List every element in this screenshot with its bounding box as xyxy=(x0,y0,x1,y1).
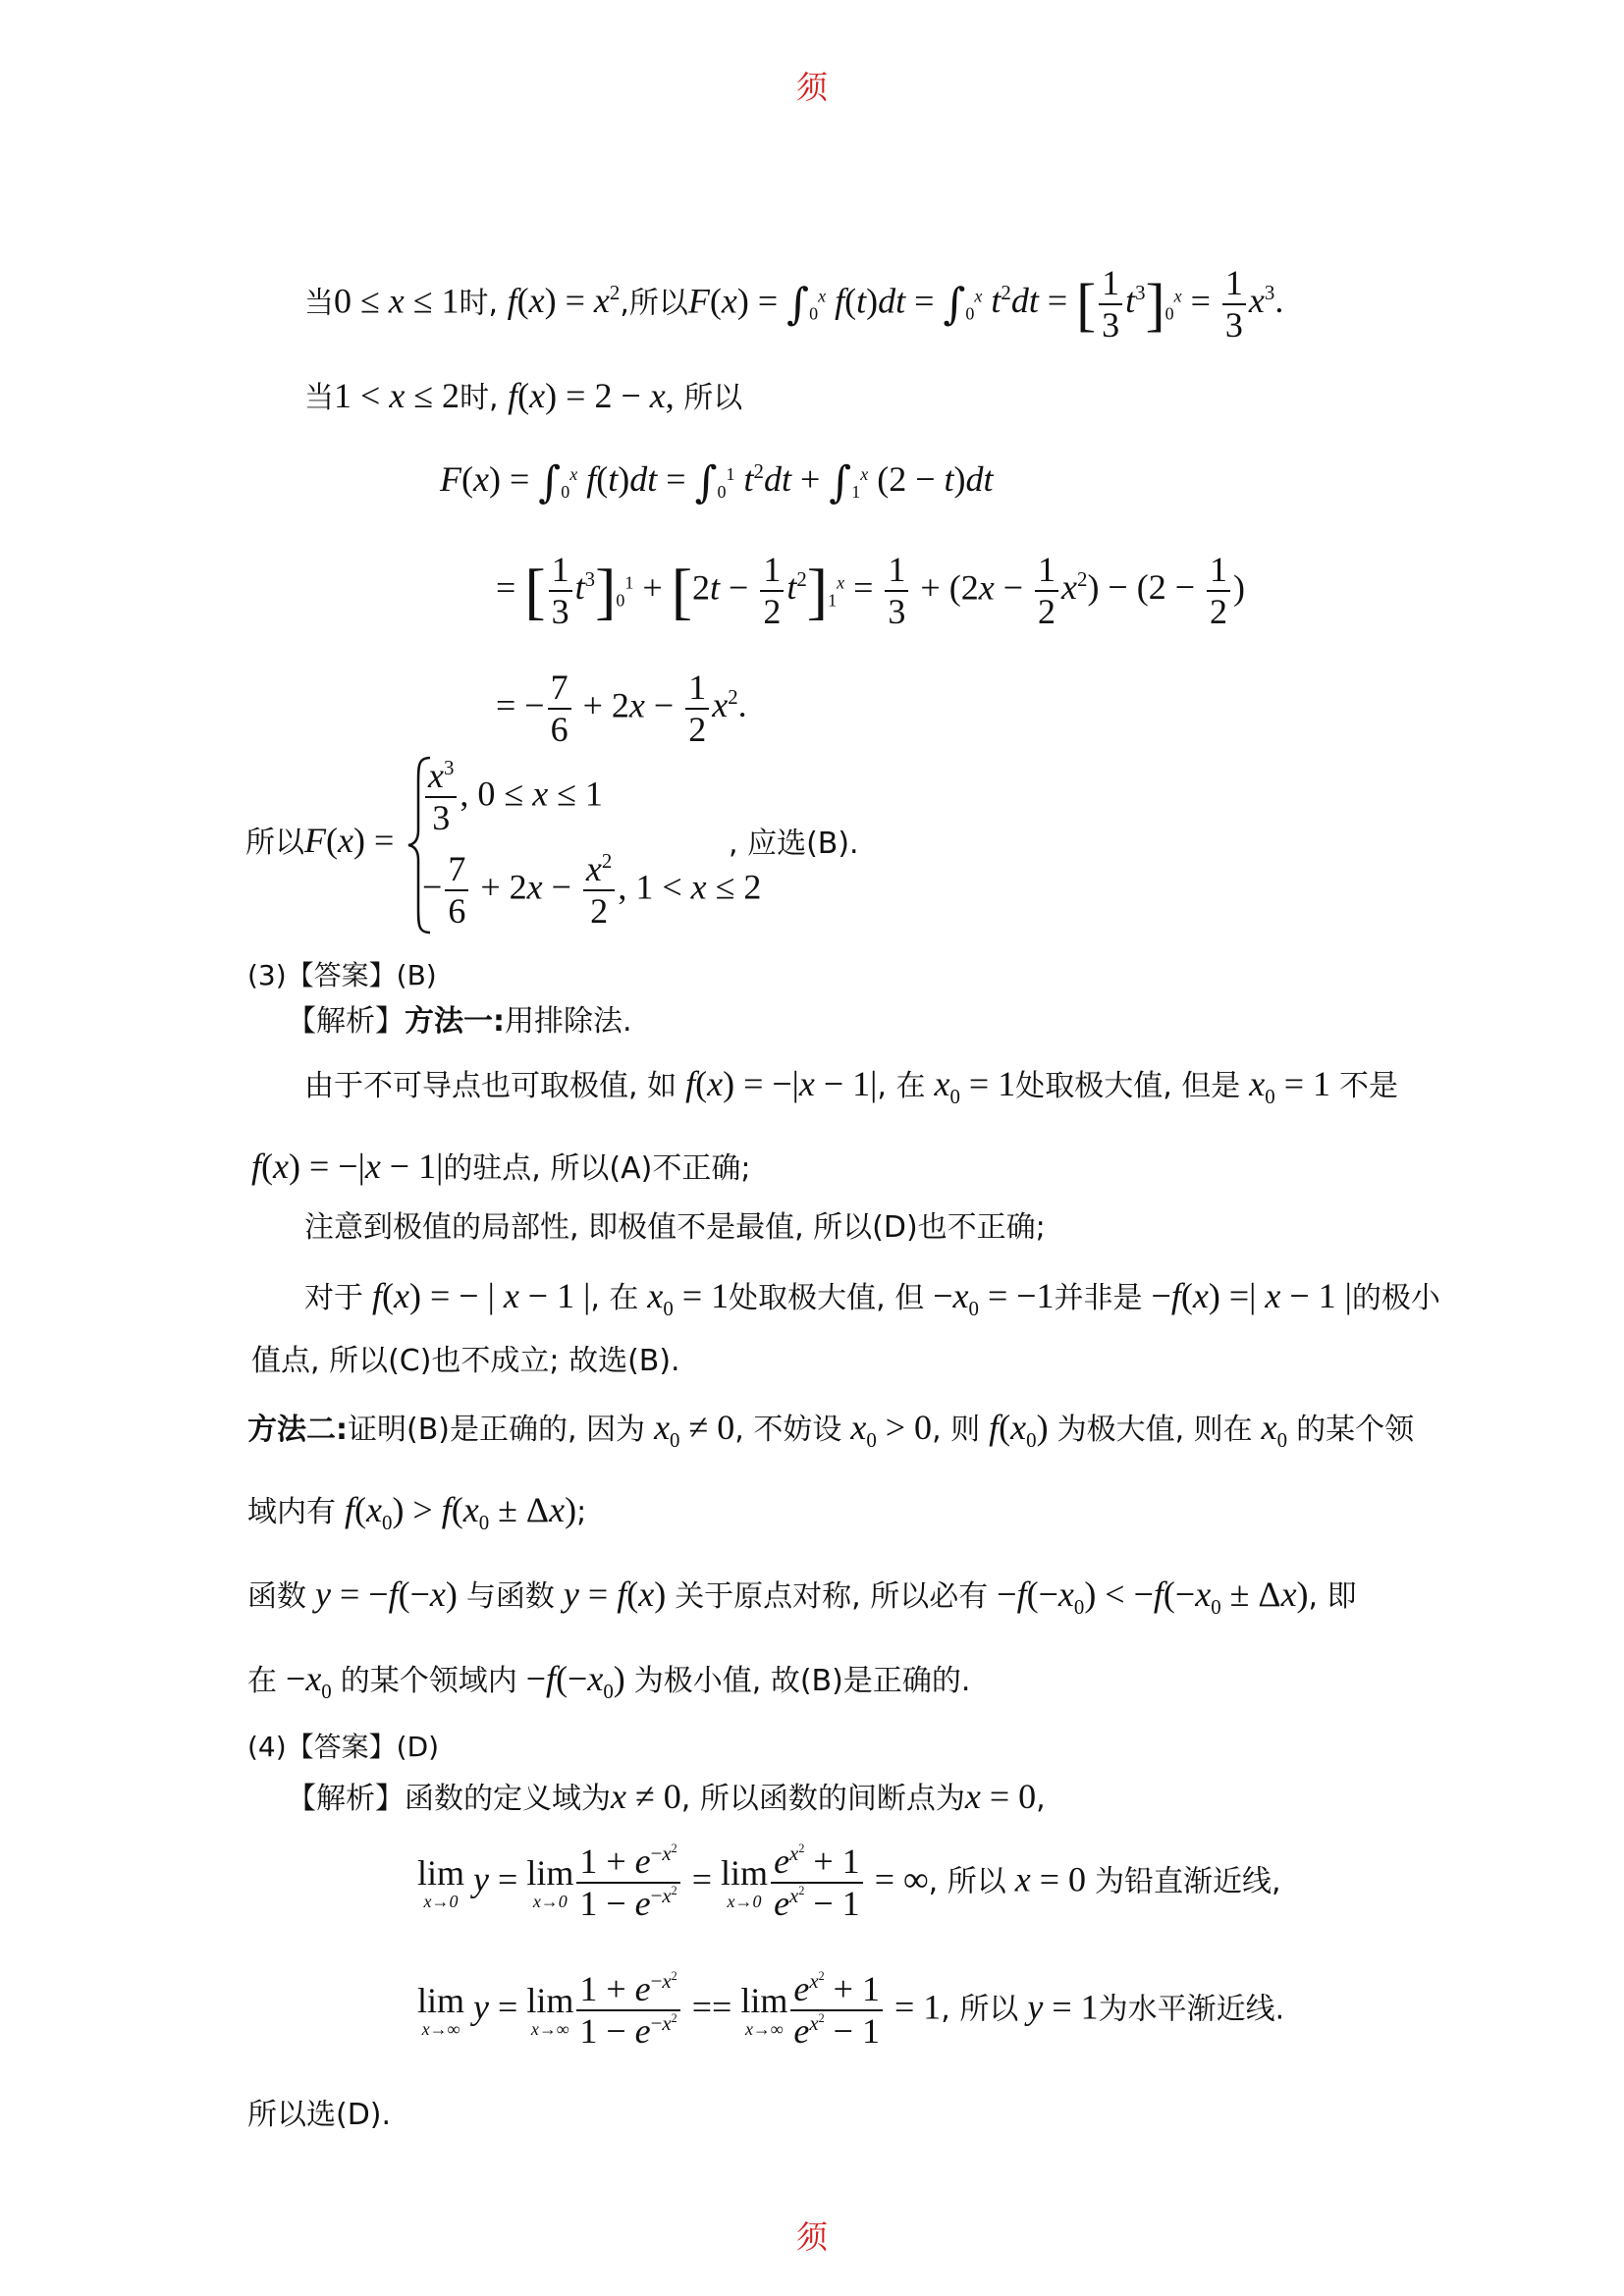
q3-m3b: 与函数 xyxy=(465,1579,555,1614)
q3-method1 xyxy=(287,1004,632,1039)
q3-m4c: 为极小值, 故(B)是正确的. xyxy=(633,1664,971,1698)
q3-m2d: 为极大值, 则在 xyxy=(1056,1413,1253,1447)
conclusion-prefix: 所以 xyxy=(245,826,304,860)
q3-m4: 在 $-x_0$ 的某个领域内 $-f(-x_0)$ 为极小值, 故(B)是正确的. xyxy=(247,1659,971,1704)
q4-label: (4)【答案】(D) xyxy=(247,1731,440,1763)
part2-step3: = − $\frac{7}{6}$ + 2x − $\frac{1}{2}$ $x^2$. xyxy=(496,667,747,750)
q4-a1: 【解析】函数的定义域为x ≠ 0, 所以函数的间断点为x = 0, xyxy=(287,1777,1046,1816)
q3-p4c: 处取极大值, 但 xyxy=(729,1281,925,1315)
q3-method1-text: 用排除法. xyxy=(505,1004,632,1039)
q3-p1b: , 在 xyxy=(877,1069,926,1103)
q3-p3: 注意到极值的局部性, 即极值不是最值, 所以(D)也不正确; xyxy=(304,1210,1046,1245)
q4-a1-text: 函数的定义域为 xyxy=(405,1782,611,1816)
line1-so: 所以 xyxy=(628,286,688,321)
q3-m2c: , 则 xyxy=(932,1413,981,1447)
q3-m2f: 域内有 xyxy=(247,1495,336,1529)
q3-m2-line2: 域内有 $f(x_0) > f(x_0 \pm \Delta x)$; xyxy=(247,1490,587,1535)
q3-p4: 对于 f(x) = − | x − 1 |, 在 $x_0 = 1$处取极大值, 但 $-x_0 = -1$并非是 −f(x) =| x − 1 |的极小 xyxy=(304,1276,1440,1321)
q3-m2g: ; xyxy=(576,1495,587,1529)
q3-m2e: 的某个领 xyxy=(1296,1413,1415,1447)
q3-p4b: , 在 xyxy=(590,1281,639,1315)
piece-2: − $\frac{7}{6}$ + 2x − $\frac{x^2}{2}$ , 1 < x ≤ 2 xyxy=(422,849,762,932)
q3-m3a: 函数 xyxy=(247,1579,306,1614)
line1-prefix: 当 xyxy=(304,286,334,321)
q3-p4d: 并非是 xyxy=(1054,1281,1143,1315)
q3-p1a: 由于不可导点也可取极值, 如 xyxy=(304,1069,677,1103)
q3-method1-title: 方法一: xyxy=(405,1004,505,1039)
q3-p1: 由于不可导点也可取极值, 如 f(x) = −|x − 1|, 在 $x_0 = 1$处取极大值, 但是 $x_0 = 1$ 不是 xyxy=(304,1064,1399,1109)
q3-p4a: 对于 xyxy=(304,1281,363,1315)
q3-p1d: 不是 xyxy=(1339,1069,1399,1103)
line2-when: 时, xyxy=(460,381,499,415)
q4-lim1: lim x→0 y = lim x→0 $\frac{1 + e^{-x^2}}{1 - e^{-x^2}}$ = lim x→0 $\frac{e^{x^2} + 1}{e^{x^2} - 1}$ = ∞, 所以 x = 0 为铅直渐近线, xyxy=(417,1842,1281,1924)
part2-step1: $F(x) = \int_0^x$ $f(t)dt = \int_0^1$ $t^2dt + \int_1^x$ (2 − t)dt xyxy=(440,457,994,507)
q3-label: (3)【答案】(B) xyxy=(247,959,437,991)
part2-line1: 当0 ≤ x ≤ 1时, $f(x) = x^2$,所以$F(x) = \int_0^x$ $f(t)dt = \int_0^x$ $t^2dt$ = [ $\frac{1}{3}$ $t^3]_0^x$ = $\frac{1}{3}$ $x^3$. xyxy=(304,263,1284,346)
q3-method2-title: 方法二: xyxy=(247,1413,348,1447)
q4-analysis-tag: 【解析】 xyxy=(287,1782,405,1816)
q3-analysis-tag: 【解析】 xyxy=(287,1004,405,1039)
conclusion-suffix: , 应选(B). xyxy=(729,827,859,861)
q3-m2b: , 不妨设 xyxy=(734,1413,842,1447)
q4-lim2: lim x→∞ y = lim x→∞ $\frac{1 + e^{-x^2}}{1 - e^{-x^2}}$ == lim x→∞ $\frac{e^{x^2} + 1}{e^{x^2} - 1}$ = 1, 所以 y = 1为水平渐近线. xyxy=(417,1969,1285,2052)
page-header: 须 xyxy=(795,69,828,106)
q3-m2a: 证明(B)是正确的, 因为 xyxy=(348,1413,646,1447)
line2-prefix: 当 xyxy=(304,381,334,415)
page-footer: 须 xyxy=(795,2218,828,2256)
q4-final: 所以选(D). xyxy=(247,2098,392,2132)
q3-p4e: 的极小 xyxy=(1351,1281,1440,1315)
q4-a1c: , xyxy=(1036,1782,1046,1816)
q3-m3c: 关于原点对称, 所以必有 xyxy=(675,1579,989,1614)
line1-when: 时, xyxy=(459,286,499,321)
q3-m4a: 在 xyxy=(247,1664,277,1698)
q3-p5: 值点, 所以(C)也不成立; 故选(B). xyxy=(251,1344,680,1378)
q3-m2-line1: 方法二:证明(B)是正确的, 因为 $x_0 \ne 0$, 不妨设 $x_0 > 0$, 则 $f(x_0)$ 为极大值, 则在 $x_0$ 的某个领 xyxy=(247,1408,1415,1453)
q4-lim1-text2: 为铅直渐近线, xyxy=(1095,1864,1281,1899)
q3-m3: 函数 y = −f(−x) 与函数 y = f(x) 关于原点对称, 所以必有 $-f(-x_0) < -f(-x_0 \pm \Delta x)$, 即 xyxy=(247,1575,1357,1620)
q3-p2a: 的驻点, 所以(A)不正确; xyxy=(443,1151,751,1186)
q4-lim2-text: , 所以 xyxy=(941,1992,1019,2027)
line2-so: 所以 xyxy=(683,381,743,415)
q3-m3d: , 即 xyxy=(1308,1579,1357,1614)
q3-p2: f(x) = −|x − 1|的驻点, 所以(A)不正确; xyxy=(251,1147,751,1186)
q3-m4b: 的某个领域内 xyxy=(340,1664,517,1698)
q4-lim1-text: , 所以 xyxy=(928,1864,1006,1899)
part2-step2: = [ $\frac{1}{3}$ $t^3]_0^1 + [2t$ − $\frac{1}{2}$ $t^2]_1^x$ = $\frac{1}{3}$ + (2x − $\frac{1}{2}$ $x^2) - (2$ − $\frac{1}{2}$ ) xyxy=(496,550,1246,632)
piece-1: $\frac{x^3}{3}$ , 0 ≤ x ≤ 1 xyxy=(422,756,603,839)
q4-lim2-text2: 为水平渐近线. xyxy=(1098,1992,1285,2027)
q4-a1b: , 所以函数的间断点为 xyxy=(680,1782,965,1816)
part2-line2: 当1 < x ≤ 2时, f(x) = 2 − x, 所以 xyxy=(304,376,743,415)
part2-conclusion: 所以F(x) = xyxy=(245,821,395,860)
q3-p1c: 处取极大值, 但是 xyxy=(1015,1069,1241,1103)
